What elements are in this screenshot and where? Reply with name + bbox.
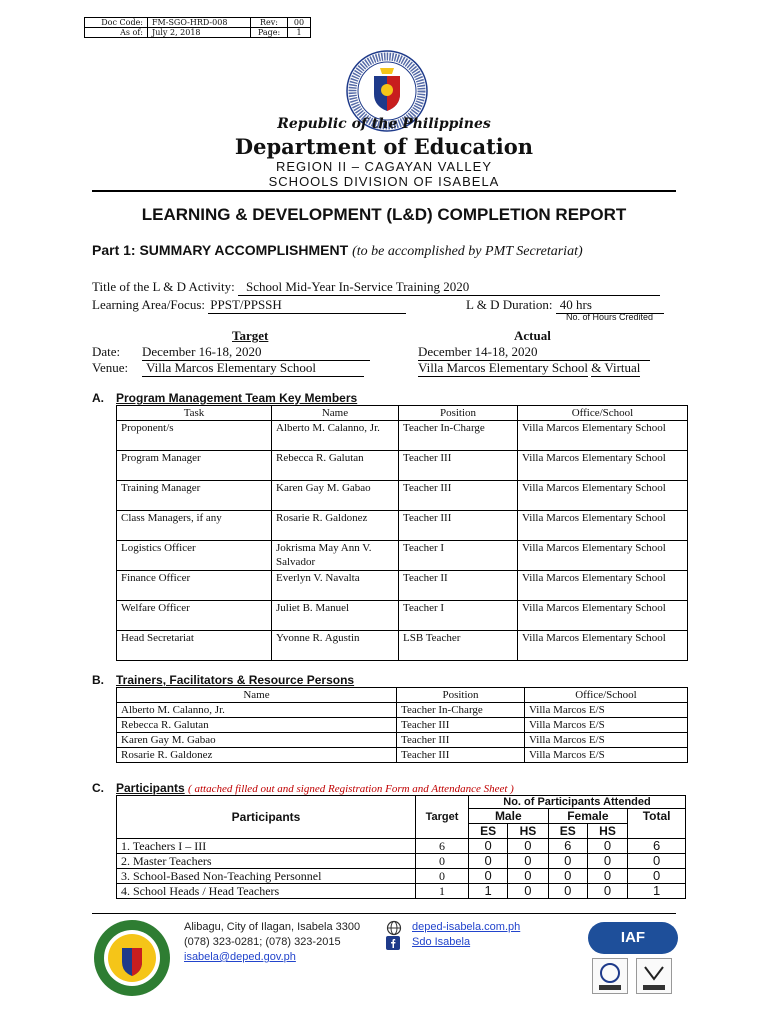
actual-venue: Villa Marcos Elementary School: [418, 360, 588, 375]
col-trainer-position: Position: [397, 688, 525, 703]
col-trainer-office: Office/School: [525, 688, 688, 703]
actual-heading: Actual: [514, 328, 551, 343]
cell-office: Villa Marcos Elementary School: [518, 571, 688, 601]
target-date: December 16-18, 2020: [142, 344, 370, 361]
cell-trainer-name: Karen Gay M. Gabao: [117, 733, 397, 748]
col-male-hs: HS: [508, 824, 548, 839]
cell-female-es: 0: [548, 854, 587, 869]
department-name: Department of Education: [234, 134, 534, 159]
trainers-table: [116, 687, 688, 763]
cell-trainer-position: Teacher III: [397, 733, 525, 748]
date-label: Date:: [92, 344, 121, 359]
cell-position: Teacher I: [399, 541, 518, 571]
cell-male-hs: 0: [508, 854, 548, 869]
learning-area-row: [92, 297, 406, 314]
region-line: REGION II – CAGAYAN VALLEY: [275, 159, 492, 174]
participants-table: [116, 795, 686, 899]
cell-task: Head Secretariat: [117, 631, 272, 661]
cell-office: Villa Marcos Elementary School: [518, 511, 688, 541]
col-female-hs: HS: [587, 824, 627, 839]
header-divider: [92, 190, 676, 192]
col-male: Male: [469, 809, 549, 824]
col-female-es: ES: [548, 824, 587, 839]
duration-note: No. of Hours Credited: [566, 312, 654, 322]
facebook-icon: [386, 936, 400, 950]
cell-female-es: 6: [548, 839, 587, 854]
cell-female-es: 0: [548, 869, 587, 884]
col-task: Task: [117, 406, 272, 421]
cell-task: Proponent/s: [117, 421, 272, 451]
page-value: 1: [288, 28, 311, 38]
cell-office: Villa Marcos Elementary School: [518, 541, 688, 571]
cell-total: 6: [628, 839, 686, 854]
cell-trainer-position: Teacher III: [397, 718, 525, 733]
table-row: [117, 748, 688, 763]
cell-name: Everlyn V. Navalta: [272, 571, 399, 601]
cell-task: Class Managers, if any: [117, 511, 272, 541]
cell-position: Teacher In-Charge: [399, 421, 518, 451]
col-male-es: ES: [469, 824, 508, 839]
report-title: LEARNING & DEVELOPMENT (L&D) COMPLETION REPORT: [141, 205, 627, 224]
actual-date: December 14-18, 2020: [418, 344, 650, 361]
duration-value: 40 hrs: [556, 297, 664, 314]
table-row: [117, 631, 688, 661]
col-attended: No. of Participants Attended: [469, 796, 686, 809]
footer-email[interactable]: isabela@deped.gov.ph: [184, 951, 296, 963]
target-heading: Target: [232, 328, 269, 343]
cell-position: Teacher III: [399, 481, 518, 511]
col-name: Name: [272, 406, 399, 421]
venue-label: Venue:: [92, 360, 129, 375]
activity-title-label: Title of the L & D Activity:: [92, 279, 235, 294]
table-row: [117, 571, 688, 601]
activity-title-row: [92, 279, 660, 296]
as-of-value: July 2, 2018: [148, 28, 251, 38]
col-participants: Participants: [117, 796, 416, 839]
col-trainer-name: Name: [117, 688, 397, 703]
iso-cert-badge: [592, 958, 628, 994]
col-position: Position: [399, 406, 518, 421]
iaf-label: IAF: [620, 929, 646, 946]
section-c-heading: [92, 781, 514, 795]
cell-female-hs: 0: [587, 869, 627, 884]
cell-task: Program Manager: [117, 451, 272, 481]
cell-target: 0: [416, 854, 469, 869]
cell-participant: 2. Master Teachers: [117, 854, 416, 869]
cell-participant: 4. School Heads / Head Teachers: [117, 884, 416, 899]
cell-trainer-office: Villa Marcos E/S: [525, 703, 688, 718]
cell-female-es: 0: [548, 884, 587, 899]
table-row: [117, 481, 688, 511]
cell-male-es: 0: [469, 854, 508, 869]
cell-task: Training Manager: [117, 481, 272, 511]
table-row: [117, 854, 686, 869]
table-row: [117, 839, 686, 854]
cell-name: Juliet B. Manuel: [272, 601, 399, 631]
activity-title-value: School Mid-Year In-Service Training 2020: [238, 279, 660, 296]
cell-name: Karen Gay M. Gabao: [272, 481, 399, 511]
cell-position: LSB Teacher: [399, 631, 518, 661]
table-row: [117, 511, 688, 541]
section-c-title: Participants: [116, 781, 185, 795]
table-row: [117, 541, 688, 571]
cell-trainer-office: Villa Marcos E/S: [525, 718, 688, 733]
col-female: Female: [548, 809, 628, 824]
cell-office: Villa Marcos Elementary School: [518, 601, 688, 631]
section-a-title: Program Management Team Key Members: [116, 391, 358, 405]
doc-code-table: [84, 17, 311, 38]
table-row: [117, 733, 688, 748]
section-c-note: ( attached filled out and signed Registration Form and Attendance Sheet ): [188, 783, 514, 795]
division-line: SCHOOLS DIVISION OF ISABELA: [268, 174, 500, 189]
section-c-letter: C.: [92, 781, 104, 795]
cell-total: 0: [628, 869, 686, 884]
cell-name: Yvonne R. Agustin: [272, 631, 399, 661]
cell-male-hs: 0: [508, 839, 548, 854]
cell-position: Teacher III: [399, 451, 518, 481]
globe-icon: [386, 920, 402, 936]
actual-venue-extra: & Virtual: [591, 360, 641, 375]
cell-position: Teacher I: [399, 601, 518, 631]
cell-male-es: 1: [469, 884, 508, 899]
part1-heading: [92, 242, 583, 260]
cell-office: Villa Marcos Elementary School: [518, 481, 688, 511]
cell-task: Logistics Officer: [117, 541, 272, 571]
as-of-label: As of:: [85, 28, 148, 38]
cell-office: Villa Marcos Elementary School: [518, 421, 688, 451]
cell-name: Rosarie R. Galdonez: [272, 511, 399, 541]
cell-trainer-position: Teacher In-Charge: [397, 703, 525, 718]
cell-trainer-name: Rosarie R. Galdonez: [117, 748, 397, 763]
section-b-heading: [92, 673, 354, 687]
doc-code-value: FM-SGO-HRD-008: [148, 18, 251, 28]
cell-target: 1: [416, 884, 469, 899]
part1-note: (to be accomplished by PMT Secretariat): [352, 244, 583, 259]
cell-task: Welfare Officer: [117, 601, 272, 631]
cell-trainer-office: Villa Marcos E/S: [525, 733, 688, 748]
rev-label: Rev:: [251, 18, 288, 28]
table-row: [117, 869, 686, 884]
cell-trainer-name: Rebecca R. Galutan: [117, 718, 397, 733]
cell-male-hs: 0: [508, 884, 548, 899]
ukas-badge: [636, 958, 672, 994]
footer-website[interactable]: deped-isabela.com.ph: [412, 921, 521, 933]
cell-name: Alberto M. Calanno, Jr.: [272, 421, 399, 451]
part1-label: Part 1: SUMMARY ACCOMPLISHMENT: [92, 242, 349, 258]
footer-phone: (078) 323-0281; (078) 323-2015: [184, 936, 341, 948]
section-a-heading: [92, 391, 357, 405]
section-a-letter: A.: [92, 391, 104, 405]
cell-male-hs: 0: [508, 869, 548, 884]
sdo-isabela-logo: [92, 918, 172, 998]
cell-name: Jokrisma May Ann V. Salvador: [272, 541, 399, 571]
cell-female-hs: 0: [587, 884, 627, 899]
table-row: [117, 703, 688, 718]
footer-divider: [92, 913, 676, 914]
cell-male-es: 0: [469, 869, 508, 884]
cell-target: 6: [416, 839, 469, 854]
cell-total: 0: [628, 854, 686, 869]
page-label: Page:: [251, 28, 288, 38]
col-total: Total: [628, 809, 686, 839]
pmt-table: [116, 405, 688, 661]
cell-total: 1: [628, 884, 686, 899]
republic-line: Republic of the Philippines: [277, 116, 491, 132]
cell-female-hs: 0: [587, 854, 627, 869]
cell-position: Teacher III: [399, 511, 518, 541]
table-row: [117, 718, 688, 733]
table-row: [117, 421, 688, 451]
duration-label: L & D Duration:: [466, 297, 553, 312]
rev-value: 00: [288, 18, 311, 28]
cell-target: 0: [416, 869, 469, 884]
cell-male-es: 0: [469, 839, 508, 854]
cell-trainer-name: Alberto M. Calanno, Jr.: [117, 703, 397, 718]
table-row: [117, 451, 688, 481]
cell-task: Finance Officer: [117, 571, 272, 601]
cell-participant: 3. School-Based Non-Teaching Personnel: [117, 869, 416, 884]
learning-area-label: Learning Area/Focus:: [92, 297, 205, 312]
table-row: [117, 884, 686, 899]
section-b-letter: B.: [92, 673, 104, 687]
section-b-title: Trainers, Facilitators & Resource Persons: [116, 673, 355, 687]
target-venue: Villa Marcos Elementary School: [142, 360, 364, 377]
cell-trainer-office: Villa Marcos E/S: [525, 748, 688, 763]
cell-office: Villa Marcos Elementary School: [518, 451, 688, 481]
actual-venue-row: [418, 360, 640, 377]
cell-position: Teacher II: [399, 571, 518, 601]
table-row: [117, 601, 688, 631]
iaf-badge: [588, 922, 678, 954]
cell-trainer-position: Teacher III: [397, 748, 525, 763]
doc-code-label: Doc Code:: [85, 18, 148, 28]
col-office: Office/School: [518, 406, 688, 421]
cell-female-hs: 0: [587, 839, 627, 854]
learning-area-value: PPST/PPSSH: [208, 297, 406, 314]
footer-address: Alibagu, City of Ilagan, Isabela 3300: [184, 921, 361, 933]
footer-social[interactable]: Sdo Isabela: [412, 936, 471, 948]
cell-participant: 1. Teachers I – III: [117, 839, 416, 854]
col-target: Target: [416, 796, 469, 839]
cell-name: Rebecca R. Galutan: [272, 451, 399, 481]
cell-office: Villa Marcos Elementary School: [518, 631, 688, 661]
